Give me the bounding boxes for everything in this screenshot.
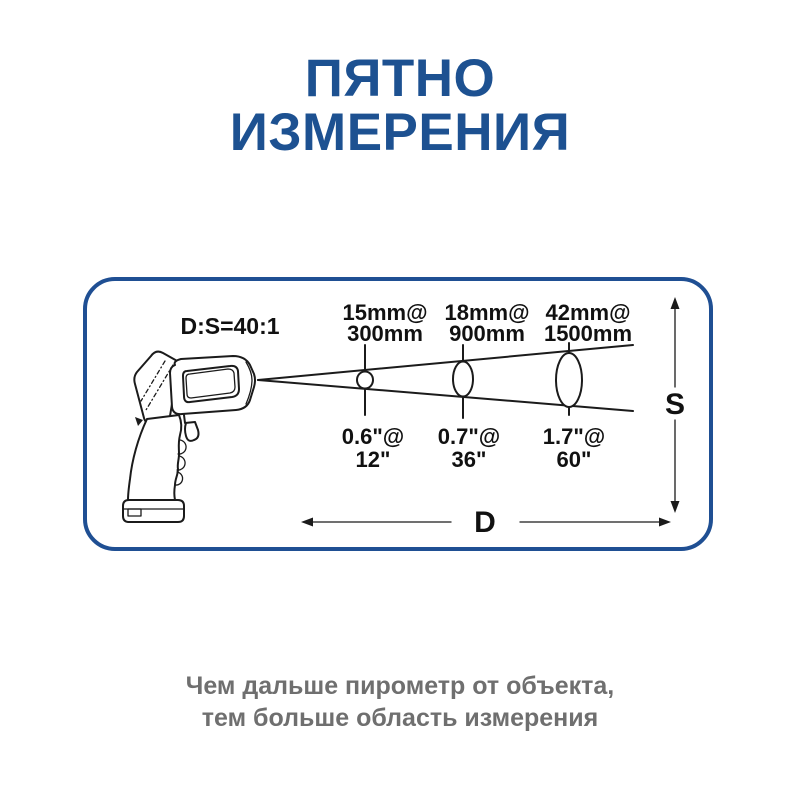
pyrometer-base <box>123 500 184 522</box>
spot-3-metric-line1: 42mm@ <box>545 300 631 325</box>
pyrometer-rear-notch <box>135 417 143 426</box>
spot-1-ellipse <box>357 372 373 389</box>
spot-1-metric-line2: 300mm <box>347 321 423 346</box>
spot-1-imperial-line1: 0.6"@ <box>341 424 405 449</box>
d-dimension-label: D <box>474 506 496 539</box>
d-dimension-arrow <box>301 506 671 539</box>
measurement-diagram-panel <box>83 277 713 551</box>
page-title-line2: ИЗМЕРЕНИЯ <box>229 103 571 162</box>
s-arrow-up-head <box>671 297 680 309</box>
measurement-spots <box>342 300 632 472</box>
spot-2-imperial-line1: 0.7"@ <box>437 424 501 449</box>
spot-2-imperial-line2: 36" <box>451 447 487 472</box>
pyrometer-handle <box>128 415 181 500</box>
caption <box>0 670 800 734</box>
pyrometer-illustration <box>123 352 255 522</box>
spot-3-metric-line2: 1500mm <box>543 321 633 346</box>
spot-3-imperial-line2: 60" <box>556 447 592 472</box>
spot-3-imperial-line1: 1.7"@ <box>542 424 606 449</box>
caption-line2: тем больше область измерения <box>201 704 599 732</box>
page-title <box>0 49 800 162</box>
pyrometer-trigger <box>184 415 199 441</box>
d-arrow-right-head <box>659 518 671 527</box>
s-dimension-label: S <box>664 388 686 421</box>
spot-3-ellipse <box>556 353 582 407</box>
page-title-line1: ПЯТНО <box>304 49 496 108</box>
spot-1-imperial-line2: 12" <box>355 447 391 472</box>
caption-line1: Чем дальше пирометр от объекта, <box>185 672 615 700</box>
spot-2-metric-line2: 900mm <box>449 321 525 346</box>
spot-1-metric-line1: 15mm@ <box>342 300 428 325</box>
spot-2-metric-line1: 18mm@ <box>444 300 530 325</box>
distance-to-spot-ratio-label: D:S=40:1 <box>180 313 280 339</box>
s-arrow-down-head <box>671 501 680 513</box>
d-arrow-left-head <box>301 518 313 527</box>
s-dimension-arrow <box>665 297 685 513</box>
measurement-diagram <box>83 277 713 551</box>
spot-2-ellipse <box>453 362 473 397</box>
